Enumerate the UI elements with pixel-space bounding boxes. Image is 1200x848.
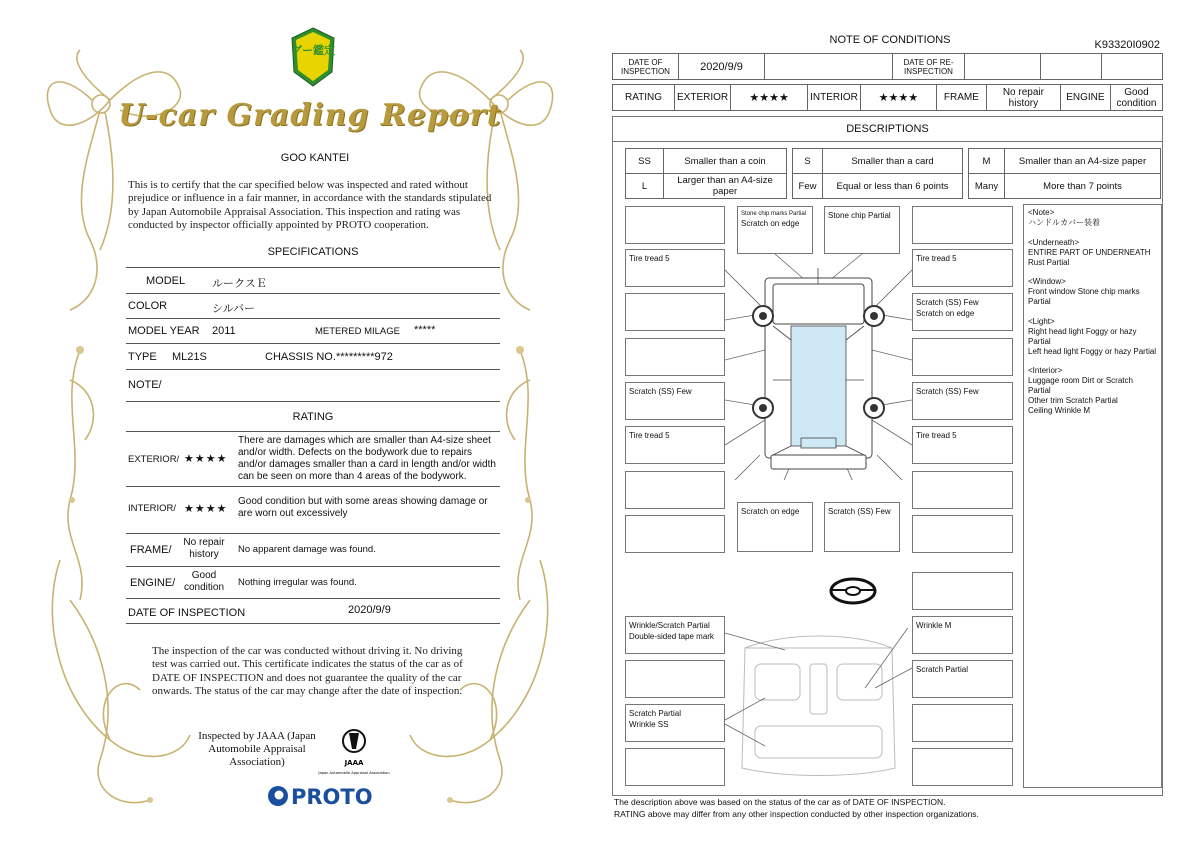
exterior-stars-cell: ★★★★ bbox=[731, 85, 808, 111]
condition-box bbox=[912, 616, 1013, 654]
inspection-date-label: DATE OF INSPECTION bbox=[128, 607, 246, 619]
frame-label: FRAME/ bbox=[130, 544, 172, 556]
condition-box bbox=[912, 206, 1013, 244]
box-text: Tire tread 5 bbox=[629, 431, 670, 440]
interior-stars-cell: ★★★★ bbox=[860, 85, 936, 111]
steering-wheel-icon bbox=[828, 577, 878, 605]
box-text: Scratch on edge bbox=[741, 219, 800, 228]
proto-wordmark: PROTO bbox=[291, 785, 373, 809]
legend-text: More than 7 points bbox=[1005, 174, 1161, 199]
condition-box bbox=[912, 572, 1013, 610]
reinspection-label-cell: DATE OF RE-INSPECTION bbox=[893, 54, 965, 80]
conditions-title: NOTE OF CONDITIONS bbox=[829, 34, 951, 46]
interior-stars: ★★★★ bbox=[184, 503, 228, 515]
rating-table bbox=[612, 84, 1163, 111]
color-value: シルバー bbox=[212, 303, 255, 315]
box-text: Stone chip marks Partial bbox=[741, 211, 807, 217]
condition-box bbox=[625, 748, 725, 786]
box-text: Stone chip Partial bbox=[828, 211, 891, 220]
box-text: Scratch (SS) Few bbox=[916, 387, 979, 396]
divider bbox=[126, 267, 500, 268]
divider bbox=[126, 566, 500, 567]
condition-box bbox=[912, 515, 1013, 553]
badge-text: グー鑑定 bbox=[291, 44, 335, 57]
condition-box bbox=[912, 660, 1013, 698]
note-text: Luggage room Dirt or Scratch Partial bbox=[1028, 376, 1133, 395]
note-text: Left head light Foggy or hazy Partial bbox=[1028, 346, 1157, 356]
inspection-date-table bbox=[612, 53, 1163, 80]
condition-box bbox=[912, 249, 1013, 287]
chassis-value: *********972 bbox=[336, 351, 393, 363]
jaaa-label: JAAA bbox=[344, 759, 364, 767]
legend-text: Equal or less than 6 points bbox=[823, 174, 963, 199]
specifications-heading: SPECIFICATIONS bbox=[267, 246, 359, 258]
condition-box bbox=[625, 515, 725, 553]
condition-box bbox=[824, 502, 900, 552]
condition-box bbox=[625, 338, 725, 376]
legend-table bbox=[625, 148, 1161, 199]
note-heading: <Interior> bbox=[1028, 366, 1063, 375]
color-label: COLOR bbox=[128, 300, 168, 312]
legend-code: SS bbox=[626, 149, 664, 174]
exterior-label: EXTERIOR/ bbox=[128, 454, 180, 465]
note-heading: <Window> bbox=[1028, 277, 1066, 286]
jaaa-full-name: Japan Automobile Appraisal Association bbox=[318, 771, 390, 775]
bottom-note-line: The description above was based on the status of the car as of DATE OF INSPECTION. bbox=[614, 797, 946, 807]
certification-text: This is to certify that the car specified below was inspected and rated without prejudice or influence in a fair manner, in accordance with the standards stipulated by Japan Automobile Appraisal Association. This inspection and rating was conducted by inspector officially appointed by PROTO cooperation. bbox=[128, 179, 492, 231]
notes-section bbox=[1028, 277, 1157, 307]
condition-box bbox=[625, 249, 725, 287]
legend-code: S bbox=[793, 149, 823, 174]
note-text: Front window Stone chip marks Partial bbox=[1028, 287, 1140, 306]
jaaa-logo-icon bbox=[318, 727, 390, 779]
note-heading: <Underneath> bbox=[1028, 237, 1080, 247]
report-title: U-car Grading Report bbox=[118, 98, 502, 133]
legend-code: M bbox=[969, 149, 1005, 174]
exterior-stars: ★★★★ bbox=[184, 453, 228, 465]
goo-kantei-badge-icon bbox=[288, 26, 338, 88]
note-text: ENTIRE PART OF UNDERNEATH Rust Partial bbox=[1028, 247, 1151, 267]
note-heading: <Light> bbox=[1028, 316, 1055, 326]
descriptions-title: DESCRIPTIONS bbox=[612, 116, 1163, 142]
frame-value: No repair history bbox=[183, 537, 225, 560]
engine-label-cell: ENGINE bbox=[1060, 85, 1110, 111]
note-heading: <Note> bbox=[1028, 208, 1055, 217]
exterior-label-cell: EXTERIOR bbox=[675, 85, 731, 111]
legend-text: Smaller than an A4-size paper bbox=[1005, 149, 1161, 174]
divider bbox=[126, 598, 500, 599]
notes-panel bbox=[1023, 204, 1162, 788]
date-value-cell: 2020/9/9 bbox=[679, 54, 765, 80]
disclaimer-text: The inspection of the car was conducted without driving it. No driving test was carried out. This certificate indicates the status of the car as of DATE OF INSPECTION and does not guarantee the quality of the car onwards. The status of the car may change after the date of inspection. bbox=[152, 645, 463, 697]
notes-section bbox=[1028, 366, 1157, 416]
notes-section bbox=[1028, 317, 1157, 357]
model-year-label: MODEL YEAR bbox=[128, 325, 200, 337]
date-label-cell: DATE OF INSPECTION bbox=[613, 54, 679, 80]
legend-code: Few bbox=[793, 174, 823, 199]
chassis-label: CHASSIS NO. bbox=[265, 351, 336, 363]
frame-label-cell: FRAME bbox=[936, 85, 986, 111]
condition-box bbox=[625, 616, 725, 654]
bottom-note bbox=[614, 796, 1194, 820]
empty-cell bbox=[1102, 54, 1163, 80]
type-label: TYPE bbox=[128, 351, 157, 363]
box-text: Tire tread 5 bbox=[629, 254, 670, 263]
legend-code: Many bbox=[969, 174, 1005, 199]
frame-value-cell: No repair history bbox=[986, 85, 1060, 111]
engine-value-cell: Good condition bbox=[1110, 85, 1162, 111]
condition-box bbox=[912, 748, 1013, 786]
note-text: Ceiling Wrinkle M bbox=[1028, 406, 1091, 415]
box-text: Double-sided tape mark bbox=[629, 632, 714, 641]
condition-box bbox=[625, 471, 725, 509]
legend-text: Smaller than a coin bbox=[664, 149, 787, 174]
empty-cell bbox=[1041, 54, 1102, 80]
note-text: Right head light Foggy or hazy Partial bbox=[1028, 326, 1137, 346]
mileage-value: ***** bbox=[414, 324, 436, 336]
bottom-note-line: RATING above may differ from any other inspection conducted by other inspection organizations. bbox=[614, 809, 979, 819]
legend-text: Larger than an A4-size paper bbox=[664, 174, 787, 199]
box-text: Scratch (SS) Few bbox=[629, 387, 692, 396]
inspection-date-value: 2020/9/9 bbox=[348, 604, 391, 616]
legend-code: L bbox=[626, 174, 664, 199]
box-text: Scratch Partial bbox=[629, 709, 682, 718]
condition-box bbox=[912, 382, 1013, 420]
note-label: NOTE/ bbox=[128, 379, 162, 391]
model-year-value: 2011 bbox=[212, 325, 236, 337]
notes-section bbox=[1028, 238, 1157, 268]
divider bbox=[126, 369, 500, 370]
divider bbox=[126, 401, 500, 402]
box-text: Scratch on edge bbox=[916, 309, 975, 318]
frame-description: No apparent damage was found. bbox=[238, 544, 376, 555]
condition-box bbox=[912, 471, 1013, 509]
car-interior-view-icon bbox=[725, 628, 912, 788]
box-text: Scratch Partial bbox=[916, 665, 969, 674]
divider bbox=[126, 318, 500, 319]
interior-label-cell: INTERIOR bbox=[808, 85, 861, 111]
model-label: MODEL bbox=[146, 275, 186, 287]
condition-box bbox=[912, 426, 1013, 464]
box-text: Tire tread 5 bbox=[916, 431, 957, 440]
engine-value: Good condition bbox=[183, 570, 225, 593]
rating-heading: RATING bbox=[292, 411, 334, 423]
mileage-label: METERED MILAGE bbox=[315, 326, 400, 337]
legend-text: Smaller than a card bbox=[823, 149, 963, 174]
box-text: Scratch on edge bbox=[741, 507, 800, 516]
condition-box bbox=[625, 293, 725, 331]
condition-box bbox=[625, 382, 725, 420]
engine-label: ENGINE/ bbox=[130, 577, 176, 589]
interior-label: INTERIOR/ bbox=[128, 503, 177, 514]
rating-label-cell: RATING bbox=[613, 85, 675, 111]
engine-description: Nothing irregular was found. bbox=[238, 577, 357, 588]
divider bbox=[126, 343, 500, 344]
proto-logo-icon bbox=[266, 782, 376, 810]
box-text: Wrinkle SS bbox=[629, 720, 669, 729]
condition-box bbox=[625, 660, 725, 698]
note-text: Other trim Scratch Partial bbox=[1028, 396, 1118, 405]
condition-box bbox=[912, 704, 1013, 742]
condition-box bbox=[912, 293, 1013, 331]
car-top-view-icon bbox=[725, 240, 912, 480]
reference-number: K93320I0902 bbox=[1094, 39, 1160, 51]
box-text: Tire tread 5 bbox=[916, 254, 957, 263]
model-value: ルークスＥ bbox=[212, 278, 267, 290]
condition-box bbox=[737, 502, 813, 552]
box-text: Scratch (SS) Few bbox=[828, 507, 891, 516]
note-of-conditions bbox=[600, 0, 1200, 848]
inspected-by: Inspected by JAAA (Japan Automobile Appraisal Association) bbox=[198, 730, 316, 768]
interior-description: Good condition but with some areas showing damage or are worn out excessively bbox=[238, 496, 488, 519]
exterior-description: There are damages which are smaller than A4-size sheet and/or width. Defects on the bodywork due to repairs and/or damages smaller than a card in length and/or width can be seen on more than 4 areas of the bodywork. bbox=[238, 435, 496, 482]
condition-box bbox=[625, 206, 725, 244]
type-value: ML21S bbox=[172, 351, 207, 363]
condition-box bbox=[912, 338, 1013, 376]
condition-box bbox=[625, 704, 725, 742]
notes-section bbox=[1028, 208, 1157, 228]
box-text: Wrinkle M bbox=[916, 621, 952, 630]
divider bbox=[126, 293, 500, 294]
empty-cell bbox=[765, 54, 893, 80]
box-text: Scratch (SS) Few bbox=[916, 298, 979, 307]
report-subtitle: GOO KANTEI bbox=[280, 152, 350, 164]
divider bbox=[126, 533, 500, 534]
condition-box bbox=[625, 426, 725, 464]
box-text: Wrinkle/Scratch Partial bbox=[629, 621, 710, 630]
divider bbox=[126, 431, 500, 432]
divider bbox=[126, 486, 500, 487]
note-text: ハンドルカバー装着 bbox=[1028, 218, 1100, 227]
divider bbox=[126, 623, 500, 624]
empty-cell bbox=[965, 54, 1041, 80]
